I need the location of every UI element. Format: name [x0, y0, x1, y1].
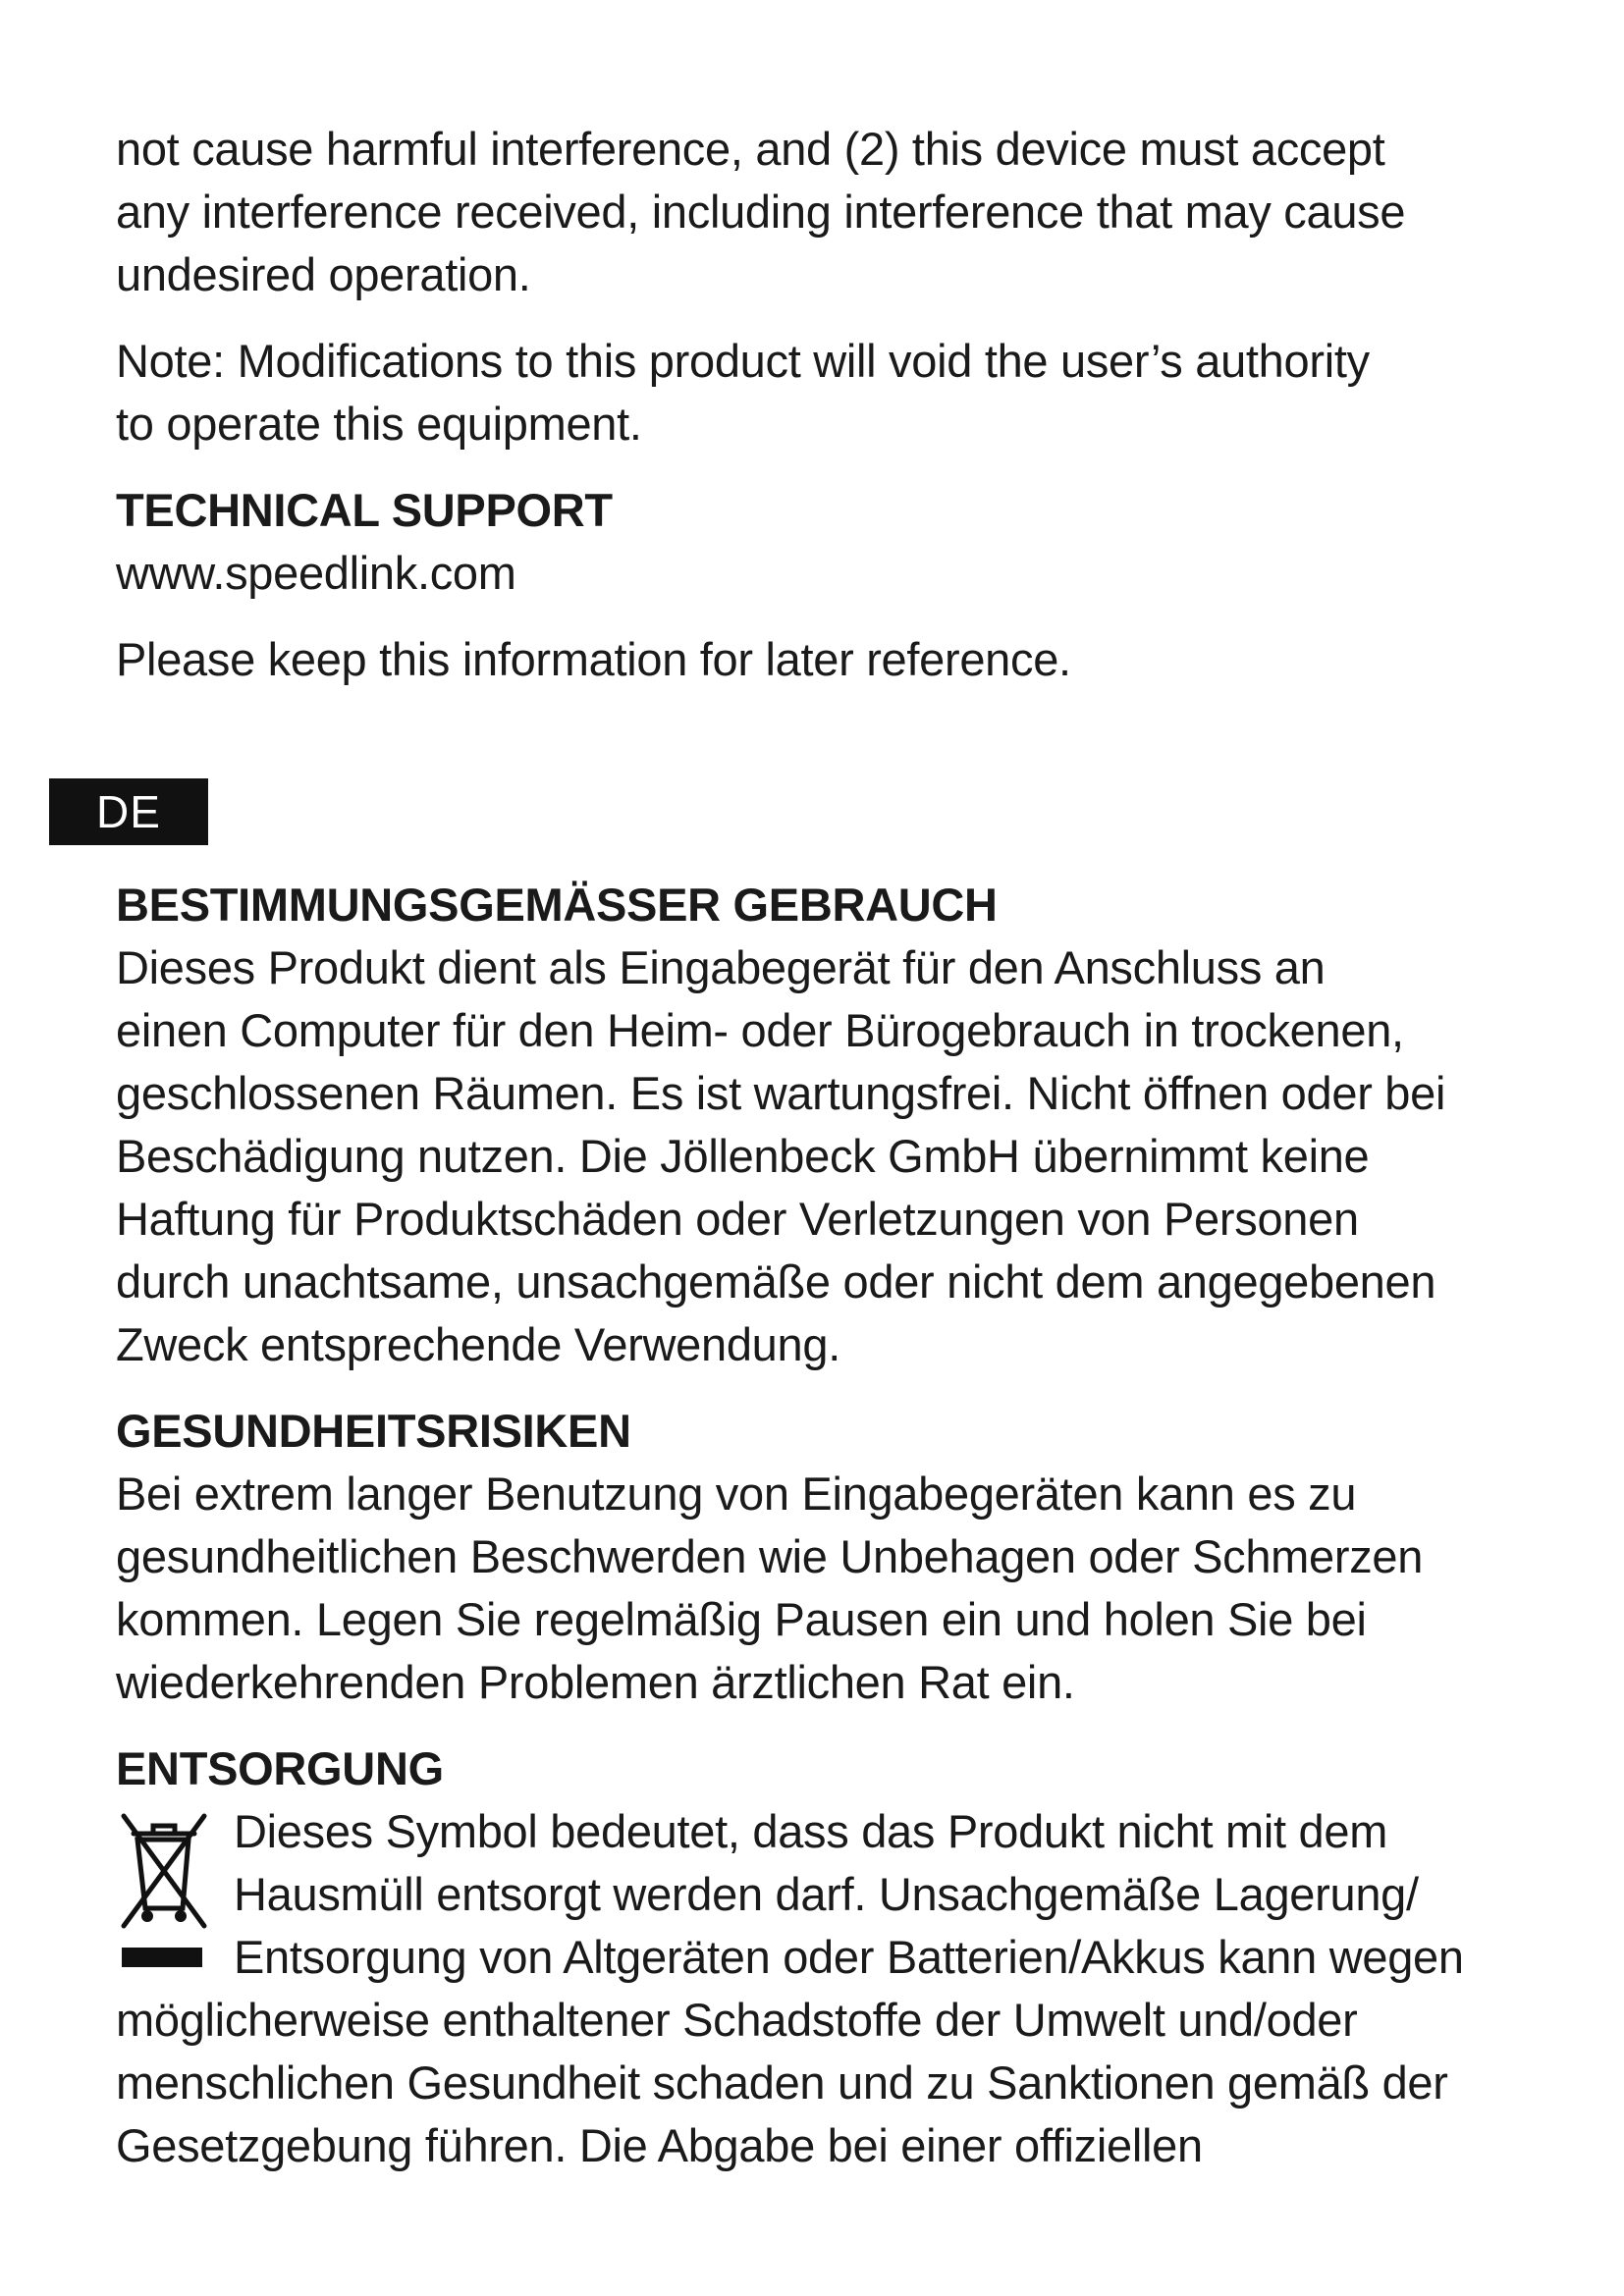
text-line: not cause harmful interference, and (2) this device must accept: [116, 123, 1385, 175]
text-line: möglicherweise enthaltener Schadstoffe der Umwelt und/oder: [116, 1994, 1358, 2046]
text-line: any interference received, including interference that may cause: [116, 186, 1406, 238]
language-tag-de: DE: [49, 778, 208, 845]
crossed-out-wheelie-bin-icon: [114, 1806, 212, 1932]
text-line: Dieses Produkt dient als Eingabegerät für den Anschluss an: [116, 941, 1326, 993]
text-line: gesundheitlichen Beschwerden wie Unbehagen oder Schmerzen: [116, 1530, 1424, 1582]
text-line: einen Computer für den Heim- oder Bürogebrauch in trockenen,: [116, 1004, 1404, 1056]
german-section: [116, 864, 1530, 2201]
health-risks-heading: GESUNDHEITSRISIKEN: [116, 1405, 631, 1457]
text-line: durch unachtsame, unsachgemäße oder nicht dem angegebenen: [116, 1255, 1436, 1308]
disposal-paragraph: [116, 1800, 1530, 2177]
text-line: Note: Modifications to this product will void the user’s authority: [116, 335, 1370, 387]
text-line: Bei extrem langer Benutzung von Eingabegeräten kann es zu: [116, 1468, 1357, 1520]
text-line: Zweck entsprechende Verwendung.: [116, 1318, 840, 1370]
text-line: undesired operation.: [116, 248, 531, 300]
text-line: Beschädigung nutzen. Die Jöllenbeck GmbH übernimmt keine: [116, 1130, 1370, 1182]
keep-information-paragraph: [116, 628, 1530, 691]
intended-use-paragraph: [116, 936, 1530, 1376]
technical-support-heading: TECHNICAL SUPPORT: [116, 484, 613, 536]
text-line: Hausmüll entsorgt werden darf. Unsachgemäße Lagerung/: [234, 1868, 1419, 1920]
text-line: kommen. Legen Sie regelmäßig Pausen ein und holen Sie bei: [116, 1593, 1367, 1645]
text-line: wiederkehrenden Problemen ärztlichen Rat ein.: [116, 1656, 1075, 1708]
text-line: Haftung für Produktschäden oder Verletzungen von Personen: [116, 1193, 1359, 1245]
text-line: Gesetzgebung führen. Die Abgabe bei einer offiziellen: [116, 2119, 1203, 2171]
fcc-interference-paragraph: [116, 118, 1530, 306]
text-line: to operate this equipment.: [116, 398, 642, 450]
intended-use-heading: BESTIMMUNGSGEMÄSSER GEBRAUCH: [116, 879, 998, 931]
text-line: Please keep this information for later reference.: [116, 633, 1071, 685]
english-section: [116, 118, 1530, 715]
weee-underline-bar: [122, 1948, 202, 1967]
modification-note-paragraph: [116, 330, 1530, 455]
health-risks-paragraph: [116, 1463, 1530, 1714]
text-line: Dieses Symbol bedeutet, dass das Produkt nicht mit dem: [234, 1805, 1388, 1857]
support-url-paragraph: [116, 542, 1530, 605]
text-line: Entsorgung von Altgeräten oder Batterien/Akkus kann wegen: [234, 1931, 1464, 1983]
text-line: geschlossenen Räumen. Es ist wartungsfrei. Nicht öffnen oder bei: [116, 1067, 1446, 1119]
text-line: menschlichen Gesundheit schaden und zu Sanktionen gemäß der: [116, 2056, 1448, 2109]
disposal-heading: ENTSORGUNG: [116, 1742, 444, 1794]
support-url: www.speedlink.com: [116, 547, 516, 599]
